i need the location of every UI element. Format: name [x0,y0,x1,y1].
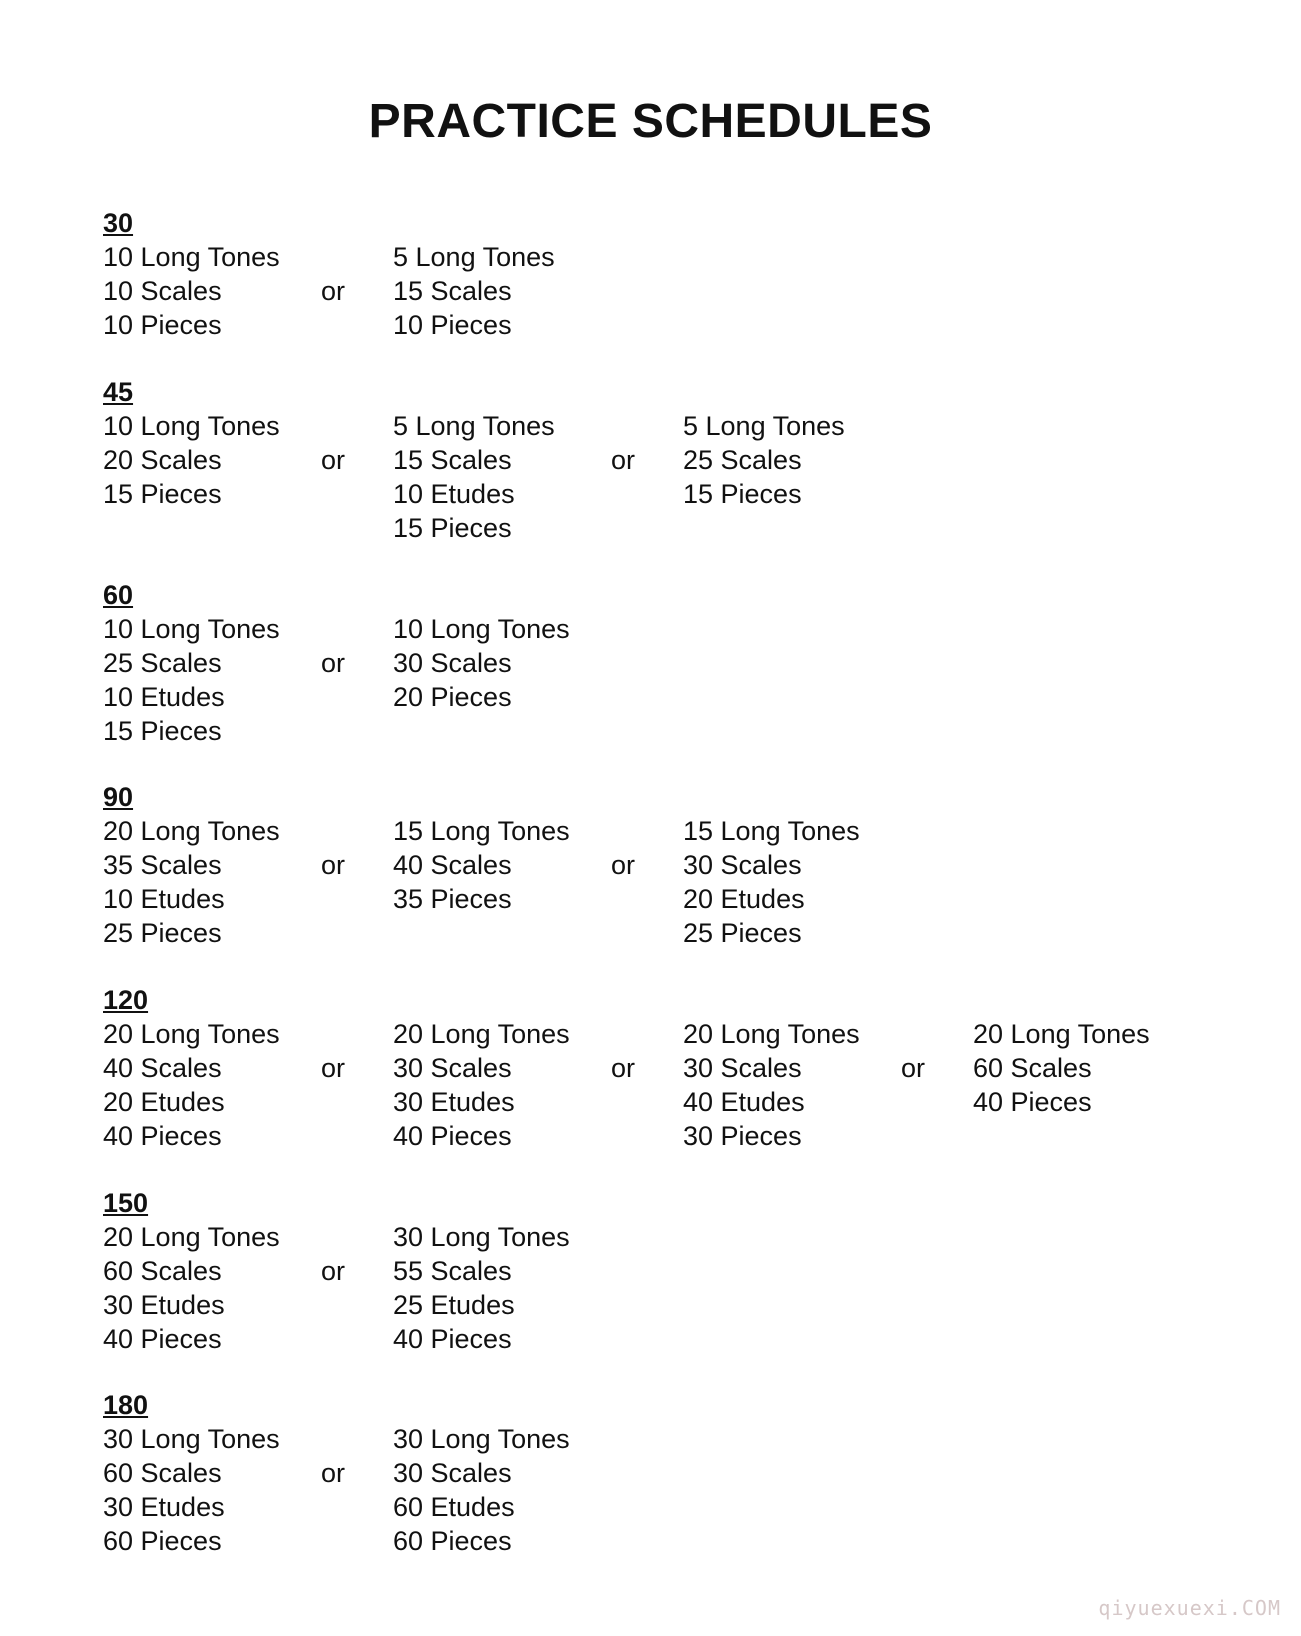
option-line: 30 Scales [393,1053,512,1083]
schedule-option [393,1422,570,1558]
schedule-option [393,814,570,916]
option-line: 20 Long Tones [103,816,280,846]
option-line: 15 Scales [393,445,512,475]
schedule-option [393,409,555,545]
or-separator: or [321,276,346,306]
option-line: 25 Etudes [393,1290,515,1320]
section-heading: 60 [103,580,134,610]
option-line: 15 Pieces [103,479,222,509]
schedule-option [683,409,845,511]
option-line: 60 Scales [103,1458,222,1488]
section-heading: 180 [103,1390,149,1420]
option-line: 60 Pieces [393,1526,512,1556]
option-line: 30 Long Tones [393,1424,570,1454]
or-separator: or [321,1256,346,1286]
option-line: 40 Pieces [393,1121,512,1151]
option-line: 40 Pieces [393,1324,512,1354]
option-line: 20 Etudes [683,884,805,914]
option-line: 30 Pieces [683,1121,802,1151]
or-separator: or [321,850,346,880]
schedule-option [103,240,280,342]
option-line: 55 Scales [393,1256,512,1286]
option-line: 25 Pieces [683,918,802,948]
option-line: 15 Long Tones [683,816,860,846]
or-separator: or [321,1458,346,1488]
option-line: 40 Scales [393,850,512,880]
schedule-option [393,1220,570,1356]
option-line: 25 Scales [103,648,222,678]
option-line: 10 Etudes [103,682,225,712]
schedule-option [683,1017,860,1153]
option-line: 10 Scales [103,276,222,306]
or-separator: or [611,850,636,880]
option-line: 30 Etudes [103,1290,225,1320]
option-line: 5 Long Tones [683,411,845,441]
section-heading: 30 [103,208,134,238]
option-line: 30 Scales [393,648,512,678]
page-title: PRACTICE SCHEDULES [368,95,933,148]
option-line: 20 Long Tones [393,1019,570,1049]
or-separator: or [321,445,346,475]
option-line: 30 Scales [683,1053,802,1083]
option-line: 35 Scales [103,850,222,880]
option-line: 5 Long Tones [393,242,555,272]
site-watermark: qiyuexuexi.COM [1098,1596,1281,1620]
or-separator: or [611,445,636,475]
schedule-option [393,612,570,714]
option-line: 10 Long Tones [103,614,280,644]
option-line: 30 Long Tones [103,1424,280,1454]
schedule-section [103,1388,1283,1558]
or-separator: or [321,648,346,678]
option-line: 20 Long Tones [103,1222,280,1252]
option-line: 20 Pieces [393,682,512,712]
option-line: 10 Etudes [103,884,225,914]
options-group [103,814,1283,950]
option-line: 60 Scales [103,1256,222,1286]
option-line: 60 Scales [973,1053,1092,1083]
option-line: 10 Long Tones [393,614,570,644]
option-line: 40 Pieces [103,1324,222,1354]
schedule-option [103,814,280,950]
option-line: 15 Pieces [683,479,802,509]
option-line: 60 Etudes [393,1492,515,1522]
options-group [103,1220,1283,1356]
schedule-option [103,1017,280,1153]
option-line: 40 Etudes [683,1087,805,1117]
schedule-option [973,1017,1150,1119]
options-group [103,1422,1283,1558]
schedule-section [103,983,1283,1153]
section-heading: 45 [103,377,134,407]
option-line: 40 Pieces [973,1087,1092,1117]
option-line: 10 Long Tones [103,411,280,441]
schedule-section [103,578,1283,748]
schedule-option [103,409,280,511]
schedule-option [393,1017,570,1153]
option-line: 10 Etudes [393,479,515,509]
option-line: 60 Pieces [103,1526,222,1556]
option-line: 10 Pieces [393,310,512,340]
or-separator: or [901,1053,926,1083]
schedule-option [103,1220,280,1356]
option-line: 40 Scales [103,1053,222,1083]
schedule-section [103,206,1283,342]
option-line: 30 Etudes [103,1492,225,1522]
option-line: 15 Long Tones [393,816,570,846]
option-line: 15 Scales [393,276,512,306]
option-line: 25 Pieces [103,918,222,948]
option-line: 35 Pieces [393,884,512,914]
option-line: 30 Etudes [393,1087,515,1117]
option-line: 10 Long Tones [103,242,280,272]
or-separator: or [321,1053,346,1083]
options-group [103,409,1283,545]
option-line: 20 Scales [103,445,222,475]
schedule-section [103,780,1283,950]
schedule-option [393,240,555,342]
option-line: 30 Scales [393,1458,512,1488]
option-line: 15 Pieces [393,513,512,543]
schedule-option [103,612,280,748]
schedule-option [683,814,860,950]
option-line: 30 Long Tones [393,1222,570,1252]
section-heading: 120 [103,985,149,1015]
option-line: 20 Etudes [103,1087,225,1117]
option-line: 20 Long Tones [103,1019,280,1049]
schedule-option [103,1422,280,1558]
schedule-section [103,1186,1283,1356]
option-line: 15 Pieces [103,716,222,746]
option-line: 40 Pieces [103,1121,222,1151]
or-separator: or [611,1053,636,1083]
option-line: 5 Long Tones [393,411,555,441]
option-line: 25 Scales [683,445,802,475]
schedule-section [103,375,1283,545]
section-heading: 150 [103,1188,149,1218]
option-line: 20 Long Tones [973,1019,1150,1049]
section-heading: 90 [103,782,134,812]
option-line: 20 Long Tones [683,1019,860,1049]
options-group [103,612,1283,748]
option-line: 30 Scales [683,850,802,880]
options-group [103,1017,1283,1153]
option-line: 10 Pieces [103,310,222,340]
options-group [103,240,1283,342]
